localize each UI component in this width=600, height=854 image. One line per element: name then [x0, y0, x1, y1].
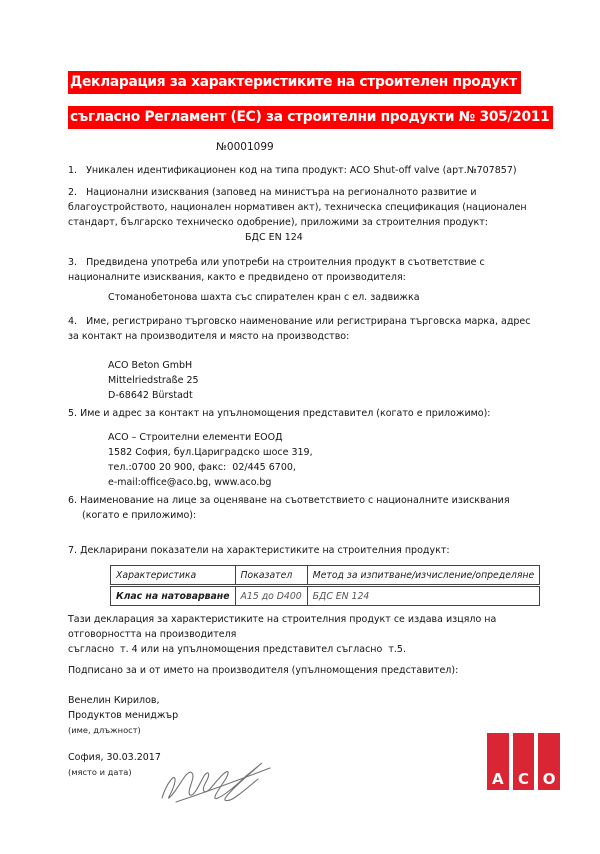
document-subtitle	[68, 106, 550, 129]
aco-logo	[487, 733, 560, 790]
place-and-date: София, 30.03.2017	[68, 752, 161, 763]
signatory-title: Продуктов мениджър	[68, 710, 179, 721]
table-header-row	[111, 566, 540, 586]
responsibility-statement-2: съгласно т. 4 или на упълномощения представител съгласно т.5.	[68, 644, 406, 655]
item-2-national-requirements: 2. Национални изисквания (заповед на министъра на регионалното развитие и благоустройството, национален нормативен акт), техническа спецификация (национален стандарт, българско техническо одобрение), приложими за строителния продукт:	[68, 187, 527, 228]
name-title-hint: (име, длъжност)	[68, 725, 141, 735]
signed-for-label: Подписано за и от името на производителя (упълномощения представител):	[68, 665, 459, 676]
table-header-indicator: Показател	[235, 566, 307, 586]
document-content	[68, 71, 550, 780]
title-line-2: съгласно Регламент (ЕС) за строителни продукти № 305/2011	[68, 106, 553, 129]
aco-logo-letter-a: A	[487, 733, 509, 790]
document-title	[68, 71, 538, 94]
table-cell-indicator: А15 до D400	[235, 586, 307, 606]
responsibility-statement: Тази декларация за характеристиките на строителния продукт се издава изцяло на отговорността на производителя	[68, 614, 497, 640]
table-row	[111, 586, 540, 606]
representative-email-line: e-mail:office@aco.bg, www.aco.bg	[108, 477, 272, 488]
representative-address-line: 1582 София, бул.Цариградско шосе 319,	[108, 447, 313, 458]
manufacturer-address-line: ACO Beton GmbH	[108, 360, 193, 371]
item-7-declared-performance: 7. Декларирани показатели на характеристиките на строителния продукт:	[68, 545, 450, 556]
signature-scribble	[148, 748, 288, 813]
manufacturer-address-block	[108, 358, 538, 403]
signatory-name: Венелин Кирилов,	[68, 695, 160, 706]
document-number: №0001099	[216, 141, 274, 153]
place-date-hint: (място и дата)	[68, 767, 132, 777]
aco-logo-letter-o: O	[538, 733, 560, 790]
representative-phone-line: тел.:0700 20 900, факс: 02/445 6700,	[108, 462, 296, 473]
table-cell-method: БДС EN 124	[307, 586, 540, 606]
aco-logo-letter-c: C	[513, 733, 535, 790]
performance-table	[110, 565, 540, 606]
table-header-characteristic: Характеристика	[111, 566, 236, 586]
table-cell-characteristic: Клас на натоварване	[111, 586, 236, 606]
manufacturer-address-line: D-68642 Bürstadt	[108, 390, 193, 401]
item-3-intended-use: 3. Предвидена употреба или употреби на строителния продукт в съответствие с националните изисквания, както е предвидено от производителя:	[68, 257, 485, 283]
representative-address-line: АСО – Строителни елементи ЕООД	[108, 432, 283, 443]
item-2-standard-value: БДС EN 124	[245, 232, 303, 243]
item-4-manufacturer: 4. Име, регистрирано търговско наименование или регистрирана търговска марка, адрес за контакт на производителя и място на производство:	[68, 316, 531, 342]
representative-address-block	[108, 430, 538, 490]
item-3-use-value: Стоманобетонова шахта със спирателен кран с ел. задвижка	[108, 292, 420, 303]
table-header-method: Метод за изпитване/изчисление/определяне	[307, 566, 540, 586]
manufacturer-address-line: Mittelriedstraße 25	[108, 375, 199, 386]
item-5-representative: 5. Име и адрес за контакт на упълномощения представител (когато е приложимо):	[68, 408, 491, 419]
item-6-assessment-body: 6. Наименование на лице за оценяване на съответствието с националните изисквания (когато е приложимо):	[68, 495, 510, 521]
item-1-unique-id: 1. Уникален идентификационен код на типа продукт: ACO Shut-off valve (арт.№707857)	[68, 165, 517, 176]
title-line-1: Декларация за характеристиките на строителен продукт	[68, 71, 521, 94]
